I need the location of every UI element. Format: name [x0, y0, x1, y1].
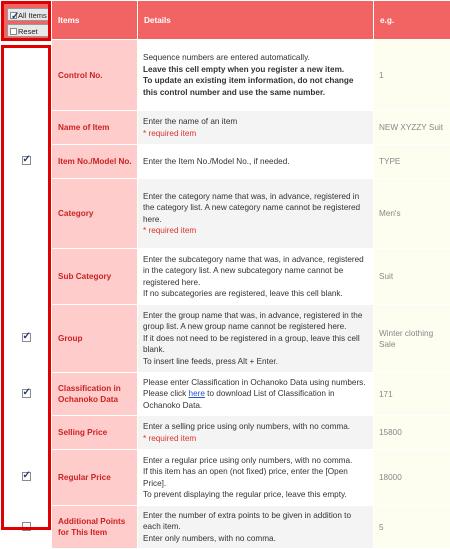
row-select-cell — [1, 506, 52, 549]
download-link[interactable]: here — [189, 389, 205, 398]
item-details — [138, 145, 374, 179]
row-select-cell — [1, 145, 52, 179]
all-items-button[interactable] — [7, 8, 49, 21]
table-row — [1, 40, 450, 111]
row-select-cell — [1, 40, 52, 111]
example-value: 1 — [374, 40, 450, 111]
row-select-cell — [1, 111, 52, 145]
item-name: Group — [52, 305, 138, 373]
table-row — [1, 249, 450, 305]
details-line: Enter only numbers, with no comma. — [143, 533, 369, 545]
details-text: Please enter Classification in Ochanoko Data using numbers. Please click — [143, 378, 366, 399]
row-checkbox[interactable] — [22, 156, 31, 165]
details-line: If this item has an open (not fixed) price, enter the [Open Price]. — [143, 466, 369, 489]
example-value: Winter clothing Sale — [374, 305, 450, 373]
details-line: If it does not need to be registered in a group, leave this cell blank. — [143, 333, 369, 356]
item-name: Sub Category — [52, 249, 138, 305]
item-details — [138, 179, 374, 249]
details-line: Enter the number of extra points to be given in addition to each item. — [143, 510, 369, 533]
row-checkbox[interactable] — [22, 389, 31, 398]
details-line: Sequence numbers are entered automatically. — [143, 52, 369, 64]
header-details: Details — [138, 1, 374, 40]
all-items-check-icon — [10, 12, 17, 19]
item-details — [138, 111, 374, 145]
example-value: 5 — [374, 506, 450, 549]
details-line: To prevent displaying the regular price, leave this empty. — [143, 489, 369, 501]
row-select-cell — [1, 179, 52, 249]
item-name: Category — [52, 179, 138, 249]
item-details — [138, 416, 374, 450]
row-select-cell — [1, 249, 52, 305]
example-value: TYPE — [374, 145, 450, 179]
header-row — [1, 1, 450, 40]
item-details — [138, 450, 374, 506]
example-value: 171 — [374, 373, 450, 416]
details-line: Enter the subcategory name that was, in advance, registered in the category list. A new subcategory name cannot be registered here. — [143, 254, 369, 289]
reset-label: Reset — [18, 27, 38, 36]
row-checkbox[interactable] — [22, 472, 31, 481]
item-name: Name of Item — [52, 111, 138, 145]
required-note: * required item — [143, 433, 369, 445]
reset-button[interactable] — [7, 24, 49, 37]
details-line: Enter the category name that was, in advance, registered in the category list. A new category name cannot be registered here. — [143, 191, 369, 226]
row-select-cell — [1, 416, 52, 450]
item-name: Classification in Ochanoko Data — [52, 373, 138, 416]
item-name: Item No./Model No. — [52, 145, 138, 179]
item-details — [138, 305, 374, 373]
details-text: to download List of Classification in Ochanoko Data. — [143, 389, 335, 410]
details-line: Enter the group name that was, in advance, registered in the group list. A new group name cannot be registered here. — [143, 310, 369, 333]
all-items-label: All Items — [18, 11, 47, 20]
details-line: Enter the name of an item — [143, 116, 369, 128]
example-value: 15800 — [374, 416, 450, 450]
item-details — [138, 249, 374, 305]
details-line: Enter the Item No./Model No., if needed. — [143, 156, 369, 168]
example-value: Men's — [374, 179, 450, 249]
reset-icon — [10, 28, 17, 35]
details-line — [143, 377, 369, 412]
details-line: Enter a regular price using only numbers, with no comma. — [143, 455, 369, 467]
required-note: * required item — [143, 225, 369, 237]
item-name: Regular Price — [52, 450, 138, 506]
item-details — [138, 40, 374, 111]
example-value: 18000 — [374, 450, 450, 506]
details-line: If no subcategories are registered, leave this cell blank. — [143, 288, 369, 300]
table-row — [1, 373, 450, 416]
required-note: * required item — [143, 128, 369, 140]
table-row — [1, 506, 450, 549]
details-line: To insert line feeds, press Alt + Enter. — [143, 356, 369, 368]
row-checkbox[interactable] — [22, 522, 31, 531]
header-eg: e.g. — [374, 1, 450, 40]
table-row — [1, 145, 450, 179]
example-value: Suit — [374, 249, 450, 305]
table-row — [1, 111, 450, 145]
details-line: Enter a selling price using only numbers, with no comma. — [143, 421, 369, 433]
row-checkbox[interactable] — [22, 333, 31, 342]
header-buttons — [7, 8, 49, 40]
details-bold-line: To update an existing item information, do not change this control number and use the same number. — [143, 75, 369, 98]
details-bold-line: Leave this cell empty when you register a new item. — [143, 64, 369, 76]
item-name: Additional Points for This Item — [52, 506, 138, 549]
table-row — [1, 179, 450, 249]
item-details — [138, 373, 374, 416]
row-select-cell — [1, 373, 52, 416]
table-row — [1, 416, 450, 450]
table-row — [1, 305, 450, 373]
item-details — [138, 506, 374, 549]
row-select-cell — [1, 450, 52, 506]
table-row — [1, 450, 450, 506]
row-select-cell — [1, 305, 52, 373]
item-name: Control No. — [52, 40, 138, 111]
example-value: NEW XYZZY Suit — [374, 111, 450, 145]
header-items: Items — [52, 1, 138, 40]
item-name: Selling Price — [52, 416, 138, 450]
